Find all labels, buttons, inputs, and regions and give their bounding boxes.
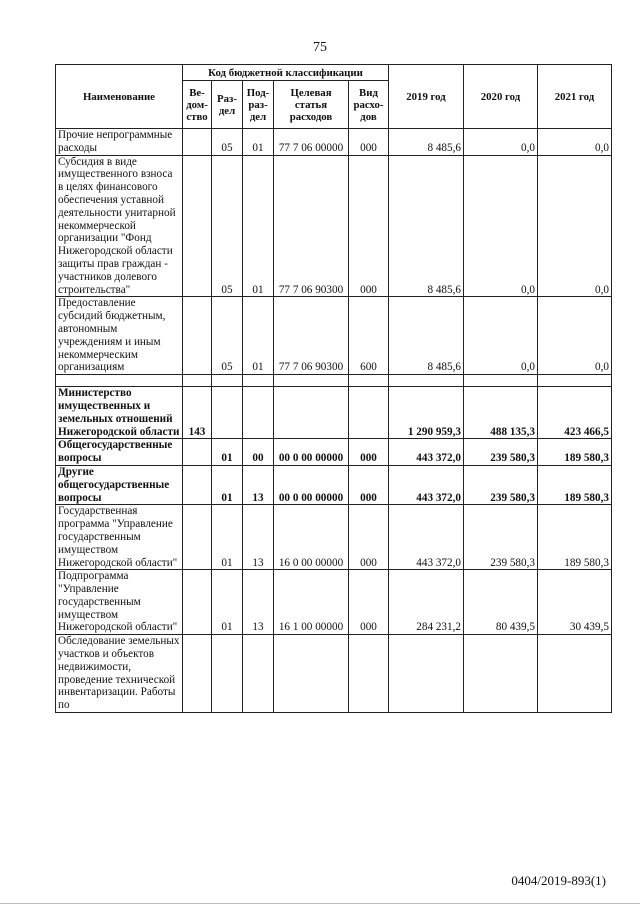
header-razdel: Раз- дел — [212, 81, 243, 129]
cell-razdel: 01 — [212, 505, 243, 570]
document-code: 0404/2019-893(1) — [511, 873, 606, 888]
header-vedomstvo: Ве- дом- ство — [183, 81, 212, 129]
cell-vid — [349, 387, 389, 439]
header-2019: 2019 год — [389, 65, 464, 129]
cell-vedomstvo — [183, 570, 212, 635]
cell-vid: 000 — [349, 439, 389, 466]
cell-vedomstvo — [183, 297, 212, 375]
header-vid: Вид расхо- дов — [349, 81, 389, 129]
cell-tselevaya: 16 0 00 00000 — [274, 505, 349, 570]
cell-vid: 600 — [349, 297, 389, 375]
cell-vid: 000 — [349, 465, 389, 504]
cell-2019: 443 372,0 — [389, 439, 464, 466]
cell-tselevaya: 16 1 00 00000 — [274, 570, 349, 635]
cell-tselevaya: 77 7 06 90300 — [274, 297, 349, 375]
cell-name: Государственная программа "Управление государственным имуществом Нижегородской области" — [56, 505, 183, 570]
cell-vedomstvo — [183, 465, 212, 504]
cell-vedomstvo — [183, 155, 212, 297]
header-2021: 2021 год — [538, 65, 612, 129]
cell-vedomstvo — [183, 129, 212, 156]
table-row — [56, 375, 612, 387]
cell-podrazdel: 01 — [243, 129, 274, 156]
cell-2019: 8 485,6 — [389, 297, 464, 375]
cell-2020: 0,0 — [464, 129, 538, 156]
cell-name: Общегосударственные вопросы — [56, 439, 183, 466]
cell-2019: 1 290 959,3 — [389, 387, 464, 439]
cell-razdel — [212, 635, 243, 713]
cell-2019: 443 372,0 — [389, 505, 464, 570]
cell-tselevaya — [274, 387, 349, 439]
cell-2021: 0,0 — [538, 129, 612, 156]
page-number: 75 — [313, 40, 327, 55]
cell-2020: 0,0 — [464, 155, 538, 297]
empty-cell — [243, 375, 274, 387]
empty-cell — [464, 375, 538, 387]
table-row — [56, 439, 612, 466]
cell-name: Подпрограмма "Управление государственным имуществом Нижегородской области" — [56, 570, 183, 635]
cell-name: Министерство имущественных и земельных отношений Нижегородской области — [56, 387, 183, 439]
cell-2020: 239 580,3 — [464, 465, 538, 504]
cell-podrazdel: 01 — [243, 155, 274, 297]
cell-razdel: 05 — [212, 155, 243, 297]
cell-2021: 0,0 — [538, 297, 612, 375]
table-row — [56, 129, 612, 156]
cell-vedomstvo — [183, 505, 212, 570]
cell-name: Обследование земельных участков и объектов недвижимости, проведение технической инвентаризации. Работы по — [56, 635, 183, 713]
cell-razdel: 05 — [212, 297, 243, 375]
cell-2020: 239 580,3 — [464, 439, 538, 466]
cell-name: Прочие непрограммные расходы — [56, 129, 183, 156]
cell-2020: 239 580,3 — [464, 505, 538, 570]
table-row — [56, 505, 612, 570]
cell-2021: 423 466,5 — [538, 387, 612, 439]
cell-razdel — [212, 387, 243, 439]
cell-podrazdel: 13 — [243, 505, 274, 570]
header-tselevaya: Целевая статья расходов — [274, 81, 349, 129]
cell-razdel: 01 — [212, 439, 243, 466]
cell-name: Предоставление субсидий бюджетным, автономным учреждениям и иным некоммерческим организациям — [56, 297, 183, 375]
cell-2020: 488 135,3 — [464, 387, 538, 439]
cell-2021: 0,0 — [538, 155, 612, 297]
empty-cell — [56, 375, 183, 387]
empty-cell — [183, 375, 212, 387]
cell-podrazdel: 00 — [243, 439, 274, 466]
cell-vid: 000 — [349, 129, 389, 156]
cell-2019 — [389, 635, 464, 713]
empty-cell — [212, 375, 243, 387]
header-budget-code: Код бюджетной классификации — [183, 65, 389, 81]
cell-2019: 443 372,0 — [389, 465, 464, 504]
cell-tselevaya: 00 0 00 00000 — [274, 465, 349, 504]
table-body — [56, 129, 612, 713]
cell-vid — [349, 635, 389, 713]
cell-name: Другие общегосударственные вопросы — [56, 465, 183, 504]
cell-razdel: 01 — [212, 570, 243, 635]
cell-2021: 189 580,3 — [538, 505, 612, 570]
cell-tselevaya — [274, 635, 349, 713]
cell-2021: 30 439,5 — [538, 570, 612, 635]
cell-vid: 000 — [349, 570, 389, 635]
table-row — [56, 155, 612, 297]
empty-cell — [538, 375, 612, 387]
cell-2020: 80 439,5 — [464, 570, 538, 635]
cell-razdel: 05 — [212, 129, 243, 156]
empty-cell — [389, 375, 464, 387]
cell-podrazdel — [243, 635, 274, 713]
cell-2020 — [464, 635, 538, 713]
table-row — [56, 387, 612, 439]
cell-vid: 000 — [349, 155, 389, 297]
cell-tselevaya: 77 7 06 00000 — [274, 129, 349, 156]
cell-2019: 8 485,6 — [389, 129, 464, 156]
cell-vedomstvo — [183, 635, 212, 713]
cell-podrazdel: 13 — [243, 570, 274, 635]
header-2020: 2020 год — [464, 65, 538, 129]
cell-razdel: 01 — [212, 465, 243, 504]
table-row — [56, 570, 612, 635]
cell-tselevaya: 77 7 06 90300 — [274, 155, 349, 297]
table-row — [56, 635, 612, 713]
header-name: Наименование — [56, 65, 183, 129]
bottom-divider — [0, 903, 640, 904]
cell-vid: 000 — [349, 505, 389, 570]
budget-table — [55, 64, 612, 713]
cell-2021: 189 580,3 — [538, 439, 612, 466]
empty-cell — [349, 375, 389, 387]
empty-cell — [274, 375, 349, 387]
cell-vedomstvo — [183, 439, 212, 466]
header-podrazdel: Под- раз- дел — [243, 81, 274, 129]
cell-podrazdel: 01 — [243, 297, 274, 375]
cell-2020: 0,0 — [464, 297, 538, 375]
cell-name: Субсидия в виде имущественного взноса в целях финансового обеспечения уставной деятельности унитарной некоммерческой организации "Фонд Нижегородской области защиты прав граждан - участников долевого строительства" — [56, 155, 183, 297]
cell-2021 — [538, 635, 612, 713]
cell-podrazdel: 13 — [243, 465, 274, 504]
cell-2021: 189 580,3 — [538, 465, 612, 504]
table-row — [56, 465, 612, 504]
table-row — [56, 297, 612, 375]
cell-2019: 284 231,2 — [389, 570, 464, 635]
cell-2019: 8 485,6 — [389, 155, 464, 297]
cell-vedomstvo: 143 — [183, 387, 212, 439]
cell-podrazdel — [243, 387, 274, 439]
cell-tselevaya: 00 0 00 00000 — [274, 439, 349, 466]
